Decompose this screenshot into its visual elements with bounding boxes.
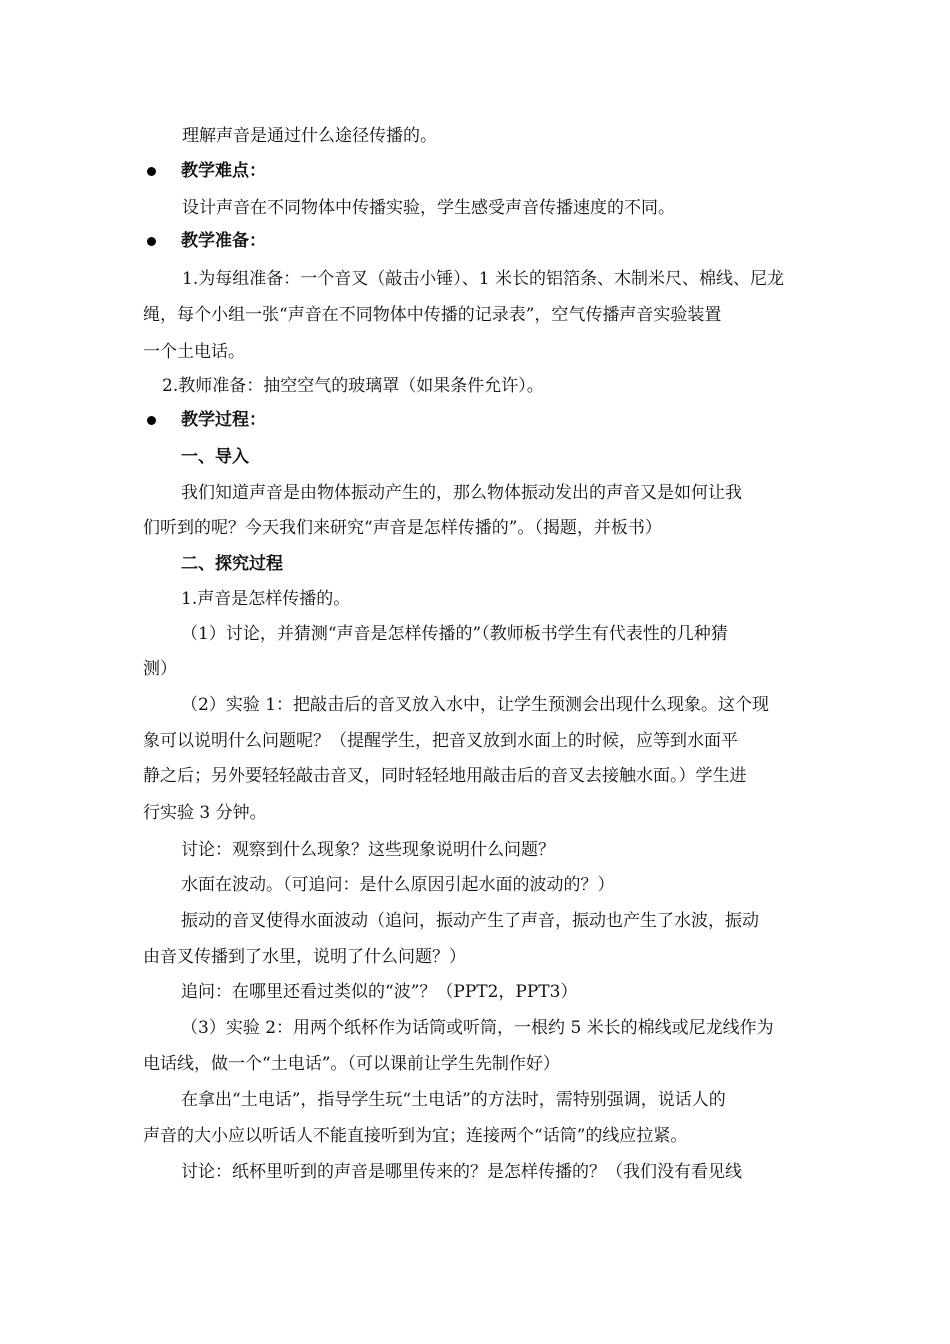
intro-heading: 一、导入	[181, 447, 249, 467]
guide-text: 在拿出“土电话”，指导学生玩“土电话”的方法时，需特别强调，说话人的	[181, 1090, 726, 1110]
answer-text: 振动的音叉使得水面波动（追问，振动产生了声音，振动也产生了水波，振动	[181, 911, 759, 931]
intro-paragraph-cont: 们听到的呢？今天我们来研究“声音是怎样传播的”。（揭题，并板书）	[143, 518, 662, 538]
item-3-cont: 电话线，做一个“土电话”。（可以课前让学生先制作好）	[143, 1054, 560, 1074]
answer-text-cont: 由音叉传播到了水里，说明了什么问题？）	[143, 947, 466, 967]
process-heading: 教学过程：	[181, 410, 266, 430]
prep-item-2: 2.教师准备：抽空空气的玻璃罩（如果条件允许）。	[162, 376, 544, 396]
answer-text: 水面在波动。（可追问：是什么原因引起水面的波动的？）	[181, 875, 615, 895]
item-2-cont: 象可以说明什么问题呢？（提醒学生，把音叉放到水面上的时候，应等到水面平	[143, 731, 738, 751]
intro-paragraph: 我们知道声音是由物体振动产生的，那么物体振动发出的声音又是如何让我	[181, 483, 742, 503]
bullet-icon	[147, 416, 156, 425]
explore-heading: 二、探究过程	[181, 554, 283, 574]
key-point-text: 理解声音是通过什么途径传播的。	[182, 126, 437, 146]
bullet-icon	[147, 237, 156, 246]
discussion-text: 讨论：观察到什么现象？这些现象说明什么问题？	[181, 840, 555, 860]
prep-heading: 教学准备：	[181, 231, 266, 251]
guide-text-cont: 声音的大小应以听话人不能直接听到为宜；连接两个“话筒”的线应拉紧。	[143, 1126, 688, 1146]
difficulty-heading: 教学难点：	[181, 161, 266, 181]
explore-subheading: 1.声音是怎样传播的。	[181, 589, 351, 609]
prep-item-1: 1.为每组准备：一个音叉（敲击小锤）、1 米长的铝箔条、木制米尺、棉线、尼龙	[182, 269, 784, 289]
item-3: （3）实验 2：用两个纸杯作为话筒或听筒，一根约 5 米长的棉线或尼龙线作为	[181, 1018, 774, 1038]
item-2-cont: 静之后；另外要轻轻敲击音叉，同时轻轻地用敲击后的音叉去接触水面。）学生进	[143, 766, 747, 786]
item-1-cont: 测）	[143, 659, 177, 679]
discussion-text: 讨论：纸杯里听到的声音是哪里传来的？是怎样传播的？（我们没有看见线	[181, 1162, 742, 1182]
item-1: （1）讨论，并猜测“声音是怎样传播的”（教师板书学生有代表性的几种猜	[181, 624, 728, 644]
prep-item-1-cont: 一个土电话。	[143, 342, 245, 362]
bullet-icon	[147, 167, 156, 176]
item-2: （2）实验 1：把敲击后的音叉放入水中，让学生预测会出现什么现象。这个现	[181, 695, 770, 715]
prep-item-1-cont: 绳，每个小组一张“声音在不同物体中传播的记录表”，空气传播声音实验装置	[143, 305, 722, 325]
followup-text: 追问：在哪里还看过类似的“波”？（PPT2，PPT3）	[181, 982, 578, 1002]
difficulty-text: 设计声音在不同物体中传播实验，学生感受声音传播速度的不同。	[182, 198, 675, 218]
item-2-cont: 行实验 3 分钟。	[143, 803, 267, 823]
